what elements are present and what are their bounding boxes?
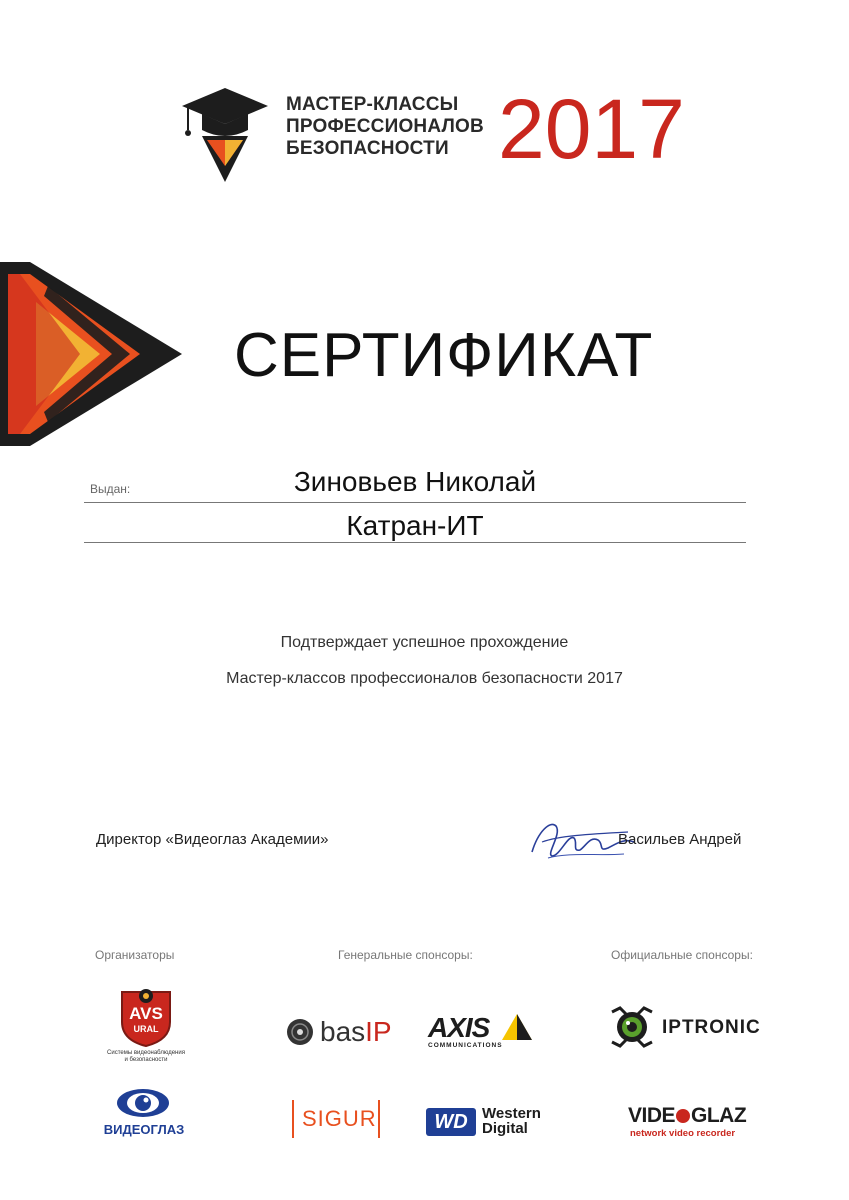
videoglaz-subtext: network video recorder: [630, 1128, 736, 1139]
wd-text: [482, 1106, 541, 1136]
videoglaz-org-text: ВИДЕОГЛАЗ: [103, 1122, 185, 1137]
axis-subtext: COMMUNICATIONS: [428, 1042, 503, 1049]
iptronic-logo: [608, 1004, 768, 1050]
basip-text-bas: bas: [320, 1016, 366, 1047]
basip-logo: [286, 1014, 396, 1050]
issued-label: Выдан:: [90, 482, 131, 496]
general-sponsors-label: Генеральные спонсоры:: [338, 948, 473, 962]
organizers-label: Организаторы: [95, 948, 175, 962]
signer-name: Васильев Андрей: [618, 831, 742, 848]
director-title: Директор «Видеоглаз Академии»: [96, 831, 329, 848]
videoglaz-text: [628, 1104, 746, 1128]
axis-text: AXIS: [428, 1012, 490, 1043]
axis-logo: [428, 1012, 532, 1052]
event-name: [286, 94, 484, 160]
confirmation-line2: Мастер-классов профессионалов безопасности 2017: [226, 670, 623, 687]
event-name-line1: МАСТЕР-КЛАССЫ: [286, 94, 459, 115]
event-year: 2017: [498, 82, 685, 176]
videoglaz-text-b: GLAZ: [691, 1104, 747, 1127]
axis-triangle-icon: [502, 1014, 532, 1040]
videoglaz-dot-icon: [676, 1109, 690, 1123]
avs-caption: [100, 1050, 192, 1064]
chevron-decoration: [0, 262, 182, 446]
name-underline: [84, 502, 746, 503]
sigur-bar-right: [378, 1100, 380, 1138]
iptronic-eye-icon: [608, 1004, 656, 1050]
event-name-line3: БЕЗОПАСНОСТИ: [286, 138, 449, 159]
wd-text-line2: Digital: [482, 1120, 528, 1137]
western-digital-logo: [426, 1106, 546, 1140]
official-sponsors-label: Официальные спонсоры:: [611, 948, 753, 962]
certificate-title: СЕРТИФИКАТ: [234, 321, 654, 390]
avs-text: AVS: [129, 1004, 163, 1023]
iptronic-text: IPTRONIC: [662, 1017, 761, 1038]
basip-text-ip: IP: [365, 1016, 392, 1047]
recipient-name: Зиновьев Николай: [293, 466, 537, 497]
avs-ural-logo: [108, 986, 184, 1074]
avs-caption-line2: и безопасности: [124, 1057, 168, 1063]
company-underline: [84, 542, 746, 543]
confirmation-line1: Подтверждает успешное прохождение: [280, 634, 569, 651]
sigur-logo: [292, 1098, 382, 1142]
basip-circle-icon: [286, 1018, 316, 1046]
wd-text-line1: Western: [482, 1105, 541, 1122]
eye-icon: [116, 1088, 170, 1118]
avs-ural-text: URAL: [133, 1024, 159, 1034]
sigur-bar-left: [292, 1100, 294, 1138]
recipient-company: Катран-ИТ: [346, 510, 484, 541]
event-name-line2: ПРОФЕССИОНАЛОВ: [286, 116, 484, 137]
sigur-text: SIGUR: [302, 1106, 377, 1131]
avs-caption-line1: Системы видеонаблюдения: [107, 1050, 185, 1056]
wd-badge: WD: [426, 1108, 476, 1136]
videoglaz-logo: [628, 1104, 758, 1144]
videoglaz-text-a: VIDE: [628, 1104, 676, 1127]
videoglaz-organizer-logo: [96, 1088, 192, 1140]
mortarboard-pencil-logo: [180, 86, 270, 186]
basip-text: [320, 1016, 392, 1048]
